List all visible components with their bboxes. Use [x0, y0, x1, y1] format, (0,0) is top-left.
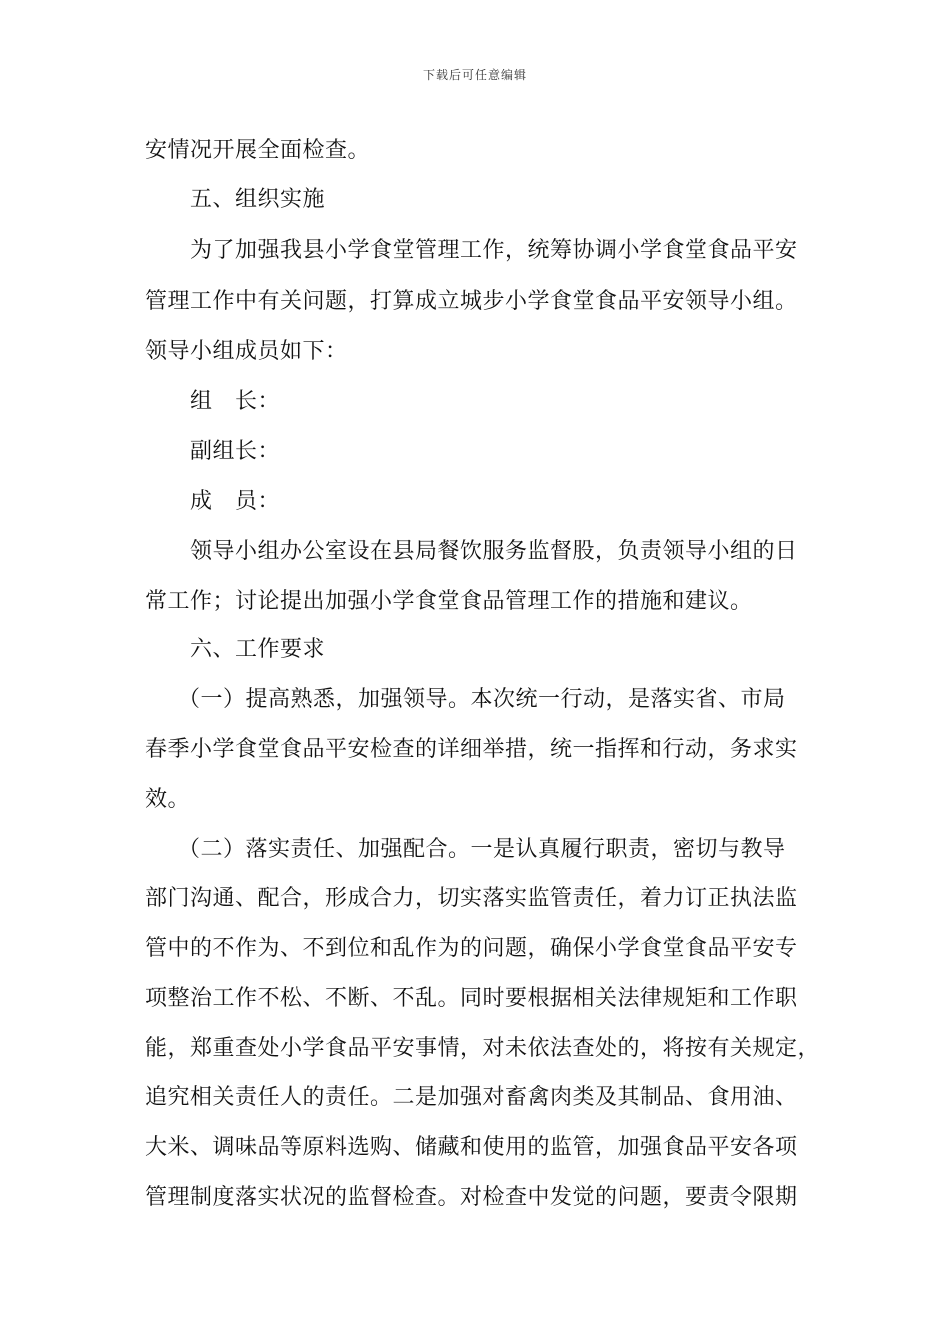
paragraph-line: 项整治工作不松、不断、不乱。同时要根据相关法律规矩和工作职 [145, 986, 798, 1011]
paragraph-line: 管理制度落实状况的监督检查。对检查中发觉的问题，要责令限期 [145, 1185, 798, 1210]
paragraph-line: 春季小学食堂食品平安检查的详细举措，统一指挥和行动，务求实 [145, 737, 798, 762]
paragraph-line: 追究相关责任人的责任。二是加强对畜禽肉类及其制品、食用油、 [145, 1085, 798, 1110]
paragraph-line: 效。 [145, 787, 191, 812]
paragraph-line: 领导小组成员如下： [145, 339, 348, 364]
paragraph-line: （二）落实责任、加强配合。一是认真履行职责，密切与教导 [178, 837, 786, 862]
paragraph-line: 领导小组办公室设在县局餐饮服务监督股，负责领导小组的日 [190, 539, 798, 564]
paragraph-line: 安情况开展全面检查。 [145, 138, 371, 163]
member-leader-label: 组 长： [190, 389, 281, 414]
section-heading: 六、工作要求 [190, 637, 326, 662]
section-heading: 五、组织实施 [190, 187, 326, 212]
member-members-label: 成 员： [190, 489, 281, 514]
paragraph-line: 管中的不作为、不到位和乱作为的问题，确保小学食堂食品平安专 [145, 936, 798, 961]
paragraph-line: （一）提高熟悉，加强领导。本次统一行动，是落实省、市局 [178, 687, 786, 712]
page-header: 下载后可任意编辑 [422, 68, 527, 82]
paragraph-line: 部门沟通、配合，形成合力，切实落实监管责任，着力订正执法监 [145, 886, 798, 911]
paragraph-line: 管理工作中有关问题，打算成立城步小学食堂食品平安领导小组。 [145, 289, 798, 314]
member-deputy-label: 副组长： [190, 439, 281, 464]
paragraph-line: 大米、调味品等原料选购、储藏和使用的监管，加强食品平安各项 [145, 1135, 798, 1160]
paragraph-line: 能，郑重查处小学食品平安事情，对未依法查处的，将按有关规定， [145, 1036, 821, 1061]
paragraph-line: 常工作；讨论提出加强小学食堂食品管理工作的措施和建议。 [145, 589, 753, 614]
paragraph-line: 为了加强我县小学食堂管理工作，统筹协调小学食堂食品平安 [190, 238, 798, 263]
